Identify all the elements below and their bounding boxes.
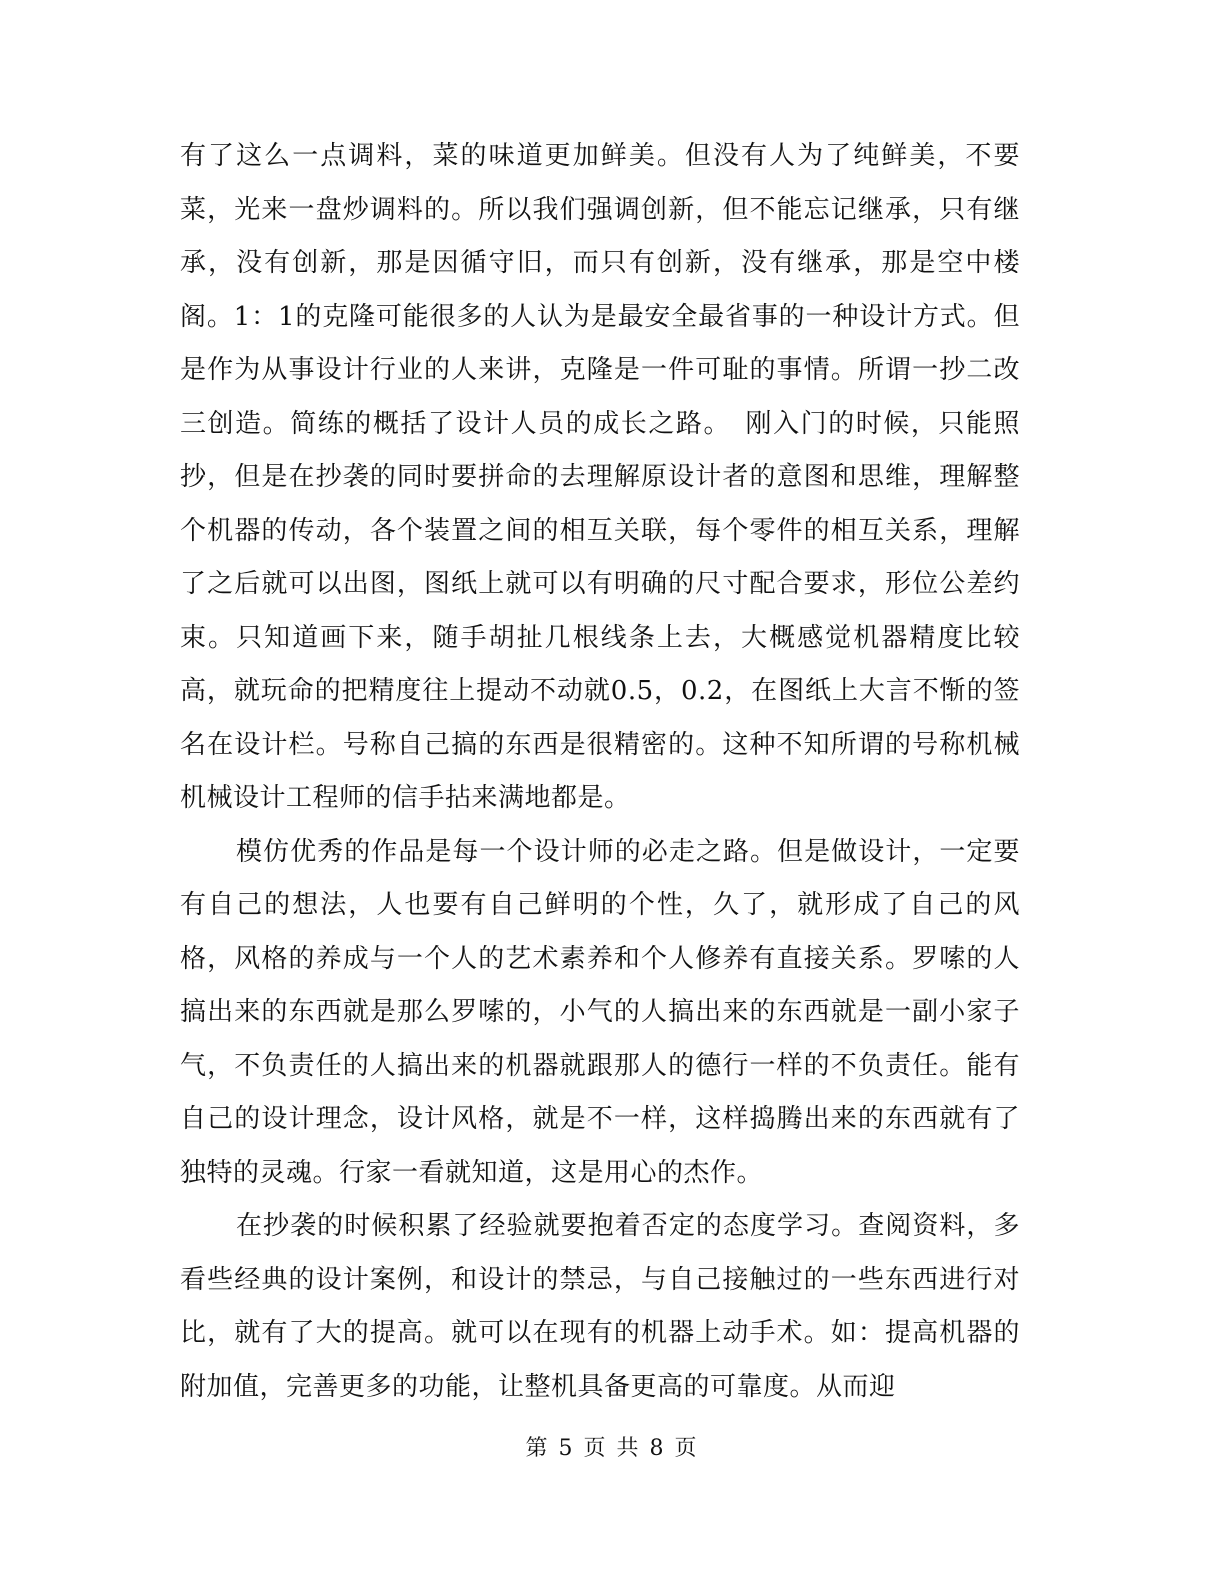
paragraph-2: 模仿优秀的作品是每一个设计师的必走之路。但是做设计，一定要有自己的想法，人也要有自己鲜明的个性，久了，就形成了自己的风格，风格的养成与一个人的艺术素养和个人修养有直接关系。罗嗦的人搞出来的东西就是那么罗嗦的，小气的人搞出来的东西就是一副小家子气，不负责任的人搞出来的机器就跟那人的德行一样的不负责任。能有自己的设计理念，设计风格，就是不一样，这样捣腾出来的东西就有了独特的灵魂。行家一看就知道，这是用心的杰作。 [180,836,1020,1188]
paragraph-3: 在抄袭的时候积累了经验就要抱着否定的态度学习。查阅资料，多看些经典的设计案例，和设计的禁忌，与自己接触过的一些东西进行对比，就有了大的提高。就可以在现有的机器上动手术。如：提高机器的附加值，完善更多的功能，让整机具备更高的可靠度。从而迎 [180,1211,1020,1402]
page-number-footer: 第 5 页 共 8 页 [525,1436,699,1461]
body-text [180,130,1020,1414]
paragraph-1: 有了这么一点调料，菜的味道更加鲜美。但没有人为了纯鲜美，不要菜，光来一盘炒调料的。所以我们强调创新，但不能忘记继承，只有继承，没有创新，那是因循守旧，而只有创新，没有继承，那是空中楼阁。1：1的克隆可能很多的人认为是最安全最省事的一种设计方式。但是作为从事设计行业的人来讲，克隆是一件可耻的事情。所谓一抄二改三创造。简练的概括了设计人员的成长之路。 刚入门的时候，只能照抄，但是在抄袭的同时要拼命的去理解原设计者的意图和思维，理解整个机器的传动，各个装置之间的相互关联，每个零件的相互关系，理解了之后就可以出图，图纸上就可以有明确的尺寸配合要求，形位公差约束。只知道画下来，随手胡扯几根线条上去，大概感觉机器精度比较高，就玩命的把精度往上提动不动就0.5，0.2，在图纸上大言不惭的签名在设计栏。号称自己搞的东西是很精密的。这种不知所谓的号称机械机械设计工程师的信手拈来满地都是。 [180,141,1020,813]
